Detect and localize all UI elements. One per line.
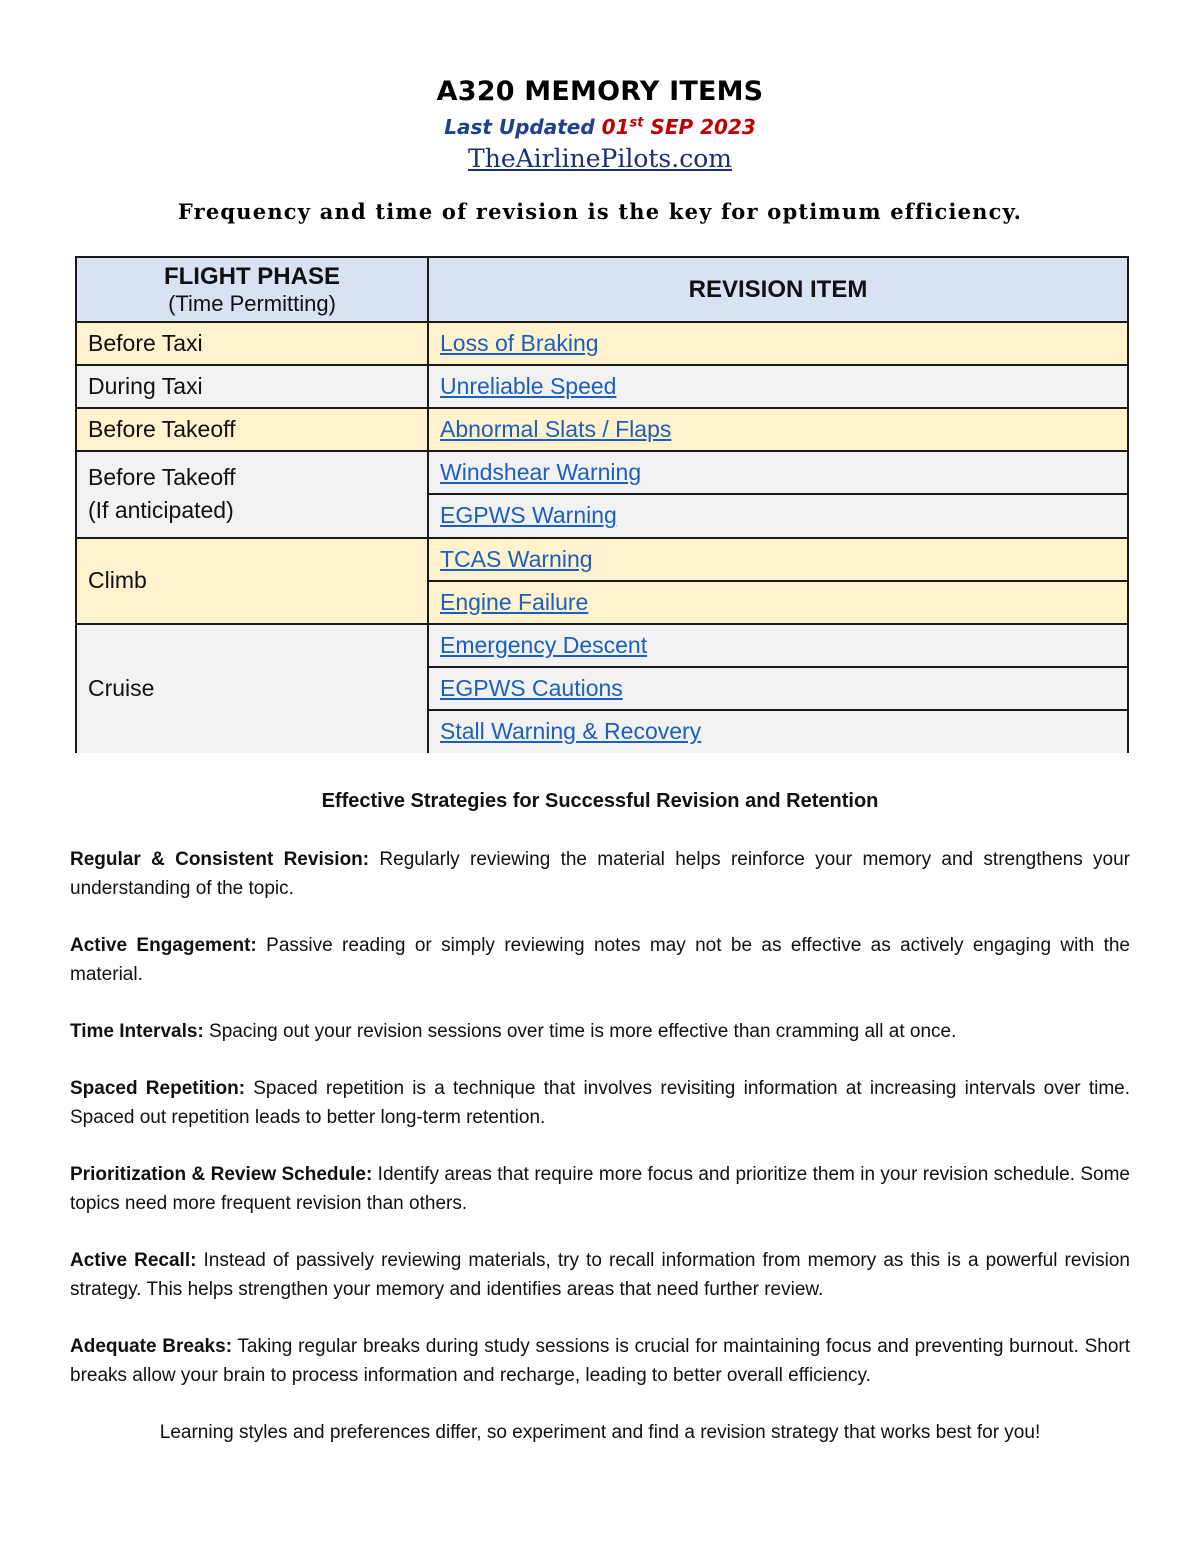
strategy-title: Active Recall: (70, 1250, 197, 1271)
phase-cell: Cruise (76, 624, 428, 753)
revision-item-link[interactable]: Emergency Descent (440, 631, 648, 658)
strategy-text: Identify areas that require more focus and prioritize them in your revision schedule. Some topics need more frequent revision than others. (70, 1164, 1131, 1214)
closing-note: Learning styles and preferences differ, so experiment and find a revision strategy that works best for you! (159, 1422, 1041, 1443)
revision-item-link[interactable]: EGPWS Cautions (440, 674, 623, 701)
table-row (76, 408, 1128, 451)
strategy-text: Passive reading or simply reviewing notes may not be as effective as actively engaging with the material. (70, 935, 1131, 985)
phase-cell: Before Taxi (76, 322, 428, 365)
strategies-section (70, 787, 1130, 1475)
revision-item-link[interactable]: Engine Failure (440, 588, 589, 615)
header-flight-phase-title: FLIGHT PHASE (163, 262, 340, 290)
header-revision-item (428, 257, 1128, 322)
table-row (76, 365, 1128, 408)
item-cell (428, 322, 1128, 365)
page-title: A320 MEMORY ITEMS (436, 76, 764, 107)
item-cell (428, 494, 1128, 537)
item-cell (428, 667, 1128, 710)
revision-item-link[interactable]: Unreliable Speed (440, 373, 617, 400)
updated-suffix: st (629, 115, 644, 131)
item-cell (428, 365, 1128, 408)
phase-cell: Before Takeoff (76, 408, 428, 451)
strategy-text: Spacing out your revision sessions over time is more effective than cramming all at once. (203, 1021, 957, 1042)
item-cell (428, 408, 1128, 451)
revision-item-link[interactable]: TCAS Warning (440, 545, 593, 572)
table-row (76, 624, 1128, 667)
phase-label: Before Takeoff (88, 464, 236, 491)
strategy-paragraph (70, 1074, 1130, 1132)
strategy-text: Taking regular breaks during study sessions is crucial for maintaining focus and preventing burnout. Short breaks allow your brain to process information and recharge, leading to better overall efficiency. (70, 1336, 1130, 1386)
table-row (76, 451, 1128, 494)
phase-sub-label: (If anticipated) (88, 497, 234, 524)
strategy-paragraph (70, 1160, 1130, 1218)
table-row (76, 538, 1128, 581)
strategy-title: Regular & Consistent Revision: (70, 849, 370, 870)
strategy-title: Adequate Breaks: (70, 1336, 233, 1357)
table-header-row (76, 257, 1128, 322)
revision-table (75, 256, 1129, 753)
strategy-title: Spaced Repetition: (70, 1078, 246, 1099)
strategy-paragraph (70, 1332, 1130, 1390)
item-cell (428, 538, 1128, 581)
strategy-paragraph (70, 1017, 1130, 1046)
header-flight-phase (76, 257, 428, 322)
last-updated (0, 115, 1200, 139)
strategy-paragraph (70, 931, 1130, 989)
strategy-paragraph (70, 845, 1130, 903)
strategies-heading: Effective Strategies for Successful Revision and Retention (321, 790, 879, 812)
header-flight-phase-sub: (Time Permitting) (168, 290, 336, 316)
updated-date-rest: SEP 2023 (643, 115, 756, 139)
revision-item-link[interactable]: Loss of Braking (440, 330, 599, 357)
phase-cell (76, 451, 428, 537)
header-revision-item-title: REVISION ITEM (688, 275, 868, 303)
strategy-text: Regularly reviewing the material helps reinforce your memory and strengthens your understanding of the topic. (70, 849, 1130, 899)
phase-cell: Climb (76, 538, 428, 624)
revision-item-link[interactable]: Stall Warning & Recovery (440, 718, 702, 745)
item-cell (428, 451, 1128, 494)
tagline: Frequency and time of revision is the key for optimum efficiency. (177, 199, 1023, 224)
strategy-text: Instead of passively reviewing materials, try to recall information from memory as this is a powerful revision strategy. This helps strengthen your memory and identifies areas that need further review. (70, 1250, 1130, 1300)
item-cell (428, 581, 1128, 624)
phase-cell: During Taxi (76, 365, 428, 408)
revision-item-link[interactable]: Abnormal Slats / Flaps (440, 416, 672, 443)
revision-item-link[interactable]: Windshear Warning (440, 459, 642, 486)
updated-label: Last Updated (444, 115, 602, 139)
table-row (76, 322, 1128, 365)
item-cell (428, 710, 1128, 753)
strategy-title: Active Engagement: (70, 935, 257, 956)
site-link[interactable]: TheAirlinePilots.com (468, 144, 732, 173)
revision-item-link[interactable]: EGPWS Warning (440, 502, 617, 529)
item-cell (428, 624, 1128, 667)
strategy-title: Prioritization & Review Schedule: (70, 1164, 373, 1185)
strategy-text: Spaced repetition is a technique that involves revisiting information at increasing intervals over time. Spaced out repetition leads to better long-term retention. (70, 1078, 1131, 1128)
strategy-title: Time Intervals: (70, 1021, 204, 1042)
document-header (0, 76, 1200, 224)
updated-day: 01 (601, 115, 630, 139)
strategy-paragraph (70, 1246, 1130, 1304)
